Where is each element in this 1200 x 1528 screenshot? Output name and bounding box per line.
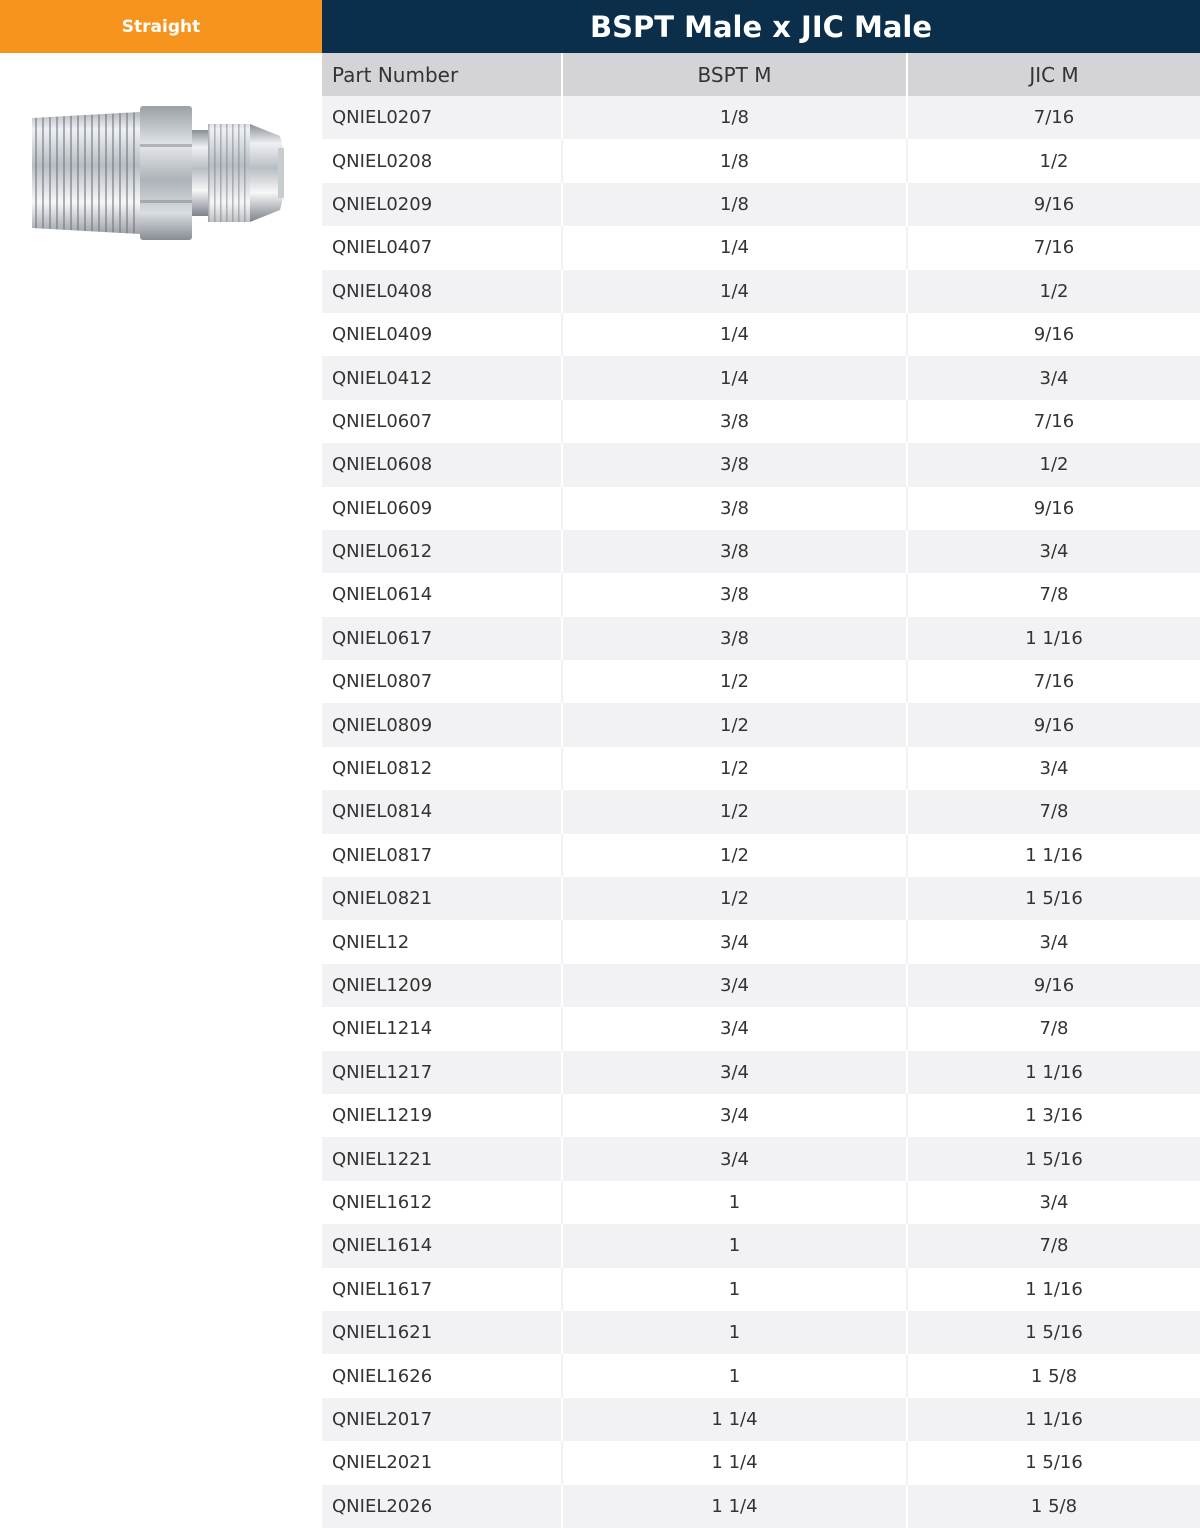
table-row <box>322 270 1200 313</box>
bspt-m-cell: 1 <box>562 1181 907 1224</box>
table-header-row <box>322 53 1200 96</box>
part-number-cell: QNIEL0807 <box>322 660 562 703</box>
table-row <box>322 313 1200 356</box>
bspt-m-cell: 3/8 <box>562 617 907 660</box>
bspt-m-cell: 1 <box>562 1354 907 1397</box>
part-number-cell: QNIEL0408 <box>322 270 562 313</box>
left-panel <box>0 0 322 1524</box>
bspt-m-cell: 1 1/4 <box>562 1398 907 1441</box>
jic-m-cell: 7/8 <box>907 1007 1200 1050</box>
part-number-cell: QNIEL1614 <box>322 1224 562 1267</box>
part-number-cell: QNIEL1621 <box>322 1311 562 1354</box>
table-row <box>322 356 1200 399</box>
bspt-m-cell: 3/8 <box>562 400 907 443</box>
bspt-m-cell: 3/8 <box>562 573 907 616</box>
table-body <box>322 96 1200 1528</box>
jic-m-cell: 7/16 <box>907 226 1200 269</box>
part-number-cell: QNIEL0409 <box>322 313 562 356</box>
part-number-cell: QNIEL0209 <box>322 183 562 226</box>
table-row <box>322 1311 1200 1354</box>
bspt-m-cell: 3/8 <box>562 443 907 486</box>
bspt-m-cell: 1 <box>562 1224 907 1267</box>
jic-m-cell: 9/16 <box>907 487 1200 530</box>
part-number-cell: QNIEL0407 <box>322 226 562 269</box>
table-row <box>322 1137 1200 1180</box>
table-row <box>322 183 1200 226</box>
jic-m-cell: 1 1/16 <box>907 1268 1200 1311</box>
jic-m-cell: 1 1/16 <box>907 1398 1200 1441</box>
jic-m-cell: 7/8 <box>907 1224 1200 1267</box>
table-row <box>322 877 1200 920</box>
jic-m-cell: 1 5/16 <box>907 1441 1200 1484</box>
jic-m-cell: 3/4 <box>907 747 1200 790</box>
bspt-m-cell: 1/2 <box>562 747 907 790</box>
jic-m-cell: 1 1/16 <box>907 617 1200 660</box>
jic-m-cell: 1/2 <box>907 270 1200 313</box>
jic-m-cell: 1 1/16 <box>907 834 1200 877</box>
table-row <box>322 1181 1200 1224</box>
jic-m-cell: 1 3/16 <box>907 1094 1200 1137</box>
column-header-bspt-m: BSPT M <box>562 53 907 96</box>
bspt-m-cell: 1/8 <box>562 139 907 182</box>
column-header-part-number: Part Number <box>322 53 562 96</box>
jic-m-cell: 1 5/8 <box>907 1485 1200 1528</box>
part-number-cell: QNIEL0812 <box>322 747 562 790</box>
part-number-cell: QNIEL0208 <box>322 139 562 182</box>
bspt-m-cell: 1 <box>562 1268 907 1311</box>
part-number-cell: QNIEL0607 <box>322 400 562 443</box>
bspt-m-cell: 1/2 <box>562 790 907 833</box>
jic-m-cell: 9/16 <box>907 964 1200 1007</box>
part-number-cell: QNIEL0612 <box>322 530 562 573</box>
jic-m-cell: 9/16 <box>907 703 1200 746</box>
table-row <box>322 139 1200 182</box>
bspt-m-cell: 1/4 <box>562 356 907 399</box>
table-row <box>322 920 1200 963</box>
bspt-m-cell: 1/4 <box>562 270 907 313</box>
table-row <box>322 1007 1200 1050</box>
table-row <box>322 790 1200 833</box>
table-row <box>322 1398 1200 1441</box>
part-number-cell: QNIEL1612 <box>322 1181 562 1224</box>
column-header-jic-m: JIC M <box>907 53 1200 96</box>
bspt-m-cell: 3/4 <box>562 1137 907 1180</box>
table-row <box>322 703 1200 746</box>
spec-table-panel <box>322 0 1200 1524</box>
table-row <box>322 1354 1200 1397</box>
jic-m-cell: 1/2 <box>907 443 1200 486</box>
jic-m-cell: 1 5/8 <box>907 1354 1200 1397</box>
part-number-cell: QNIEL2021 <box>322 1441 562 1484</box>
bspt-m-cell: 3/4 <box>562 920 907 963</box>
part-number-cell: QNIEL1617 <box>322 1268 562 1311</box>
jic-m-cell: 1 5/16 <box>907 877 1200 920</box>
bspt-m-cell: 3/4 <box>562 1051 907 1094</box>
table-row <box>322 660 1200 703</box>
bspt-m-cell: 1/4 <box>562 313 907 356</box>
part-number-cell: QNIEL0617 <box>322 617 562 660</box>
jic-m-cell: 9/16 <box>907 183 1200 226</box>
bspt-m-cell: 1 1/4 <box>562 1441 907 1484</box>
spec-table <box>322 53 1200 1528</box>
fitting-product-image <box>28 100 290 246</box>
table-row <box>322 96 1200 139</box>
jic-m-cell: 7/16 <box>907 96 1200 139</box>
table-row <box>322 1051 1200 1094</box>
bspt-m-cell: 3/4 <box>562 964 907 1007</box>
part-number-cell: QNIEL0412 <box>322 356 562 399</box>
bspt-m-cell: 1/8 <box>562 183 907 226</box>
bspt-m-cell: 1 <box>562 1311 907 1354</box>
part-number-cell: QNIEL12 <box>322 920 562 963</box>
table-row <box>322 617 1200 660</box>
jic-m-cell: 1 5/16 <box>907 1137 1200 1180</box>
part-number-cell: QNIEL0817 <box>322 834 562 877</box>
table-row <box>322 1441 1200 1484</box>
bspt-m-cell: 1/2 <box>562 660 907 703</box>
part-number-cell: QNIEL0609 <box>322 487 562 530</box>
part-number-cell: QNIEL0614 <box>322 573 562 616</box>
part-number-cell: QNIEL0207 <box>322 96 562 139</box>
table-row <box>322 964 1200 1007</box>
bspt-m-cell: 3/4 <box>562 1007 907 1050</box>
jic-m-cell: 7/8 <box>907 790 1200 833</box>
part-number-cell: QNIEL1221 <box>322 1137 562 1180</box>
table-row <box>322 1268 1200 1311</box>
table-row <box>322 487 1200 530</box>
part-number-cell: QNIEL2017 <box>322 1398 562 1441</box>
part-number-cell: QNIEL0821 <box>322 877 562 920</box>
bspt-m-cell: 1/2 <box>562 834 907 877</box>
part-number-cell: QNIEL0809 <box>322 703 562 746</box>
bspt-m-cell: 1/4 <box>562 226 907 269</box>
bspt-m-cell: 3/8 <box>562 487 907 530</box>
jic-m-cell: 7/16 <box>907 400 1200 443</box>
jic-m-cell: 3/4 <box>907 356 1200 399</box>
part-number-cell: QNIEL1209 <box>322 964 562 1007</box>
part-number-cell: QNIEL1626 <box>322 1354 562 1397</box>
category-tab[interactable]: Straight <box>0 0 322 53</box>
table-row <box>322 1485 1200 1528</box>
part-number-cell: QNIEL1219 <box>322 1094 562 1137</box>
jic-m-cell: 3/4 <box>907 920 1200 963</box>
part-number-cell: QNIEL1217 <box>322 1051 562 1094</box>
jic-m-cell: 3/4 <box>907 530 1200 573</box>
table-title: BSPT Male x JIC Male <box>322 0 1200 53</box>
jic-m-cell: 1 1/16 <box>907 1051 1200 1094</box>
bspt-m-cell: 1/2 <box>562 703 907 746</box>
jic-m-cell: 3/4 <box>907 1181 1200 1224</box>
bspt-m-cell: 1/8 <box>562 96 907 139</box>
table-row <box>322 573 1200 616</box>
bspt-m-cell: 1/2 <box>562 877 907 920</box>
jic-m-cell: 1/2 <box>907 139 1200 182</box>
table-row <box>322 400 1200 443</box>
part-number-cell: QNIEL2026 <box>322 1485 562 1528</box>
bspt-m-cell: 1 1/4 <box>562 1485 907 1528</box>
jic-m-cell: 9/16 <box>907 313 1200 356</box>
table-row <box>322 226 1200 269</box>
table-row <box>322 1224 1200 1267</box>
part-number-cell: QNIEL1214 <box>322 1007 562 1050</box>
part-number-cell: QNIEL0814 <box>322 790 562 833</box>
part-number-cell: QNIEL0608 <box>322 443 562 486</box>
jic-m-cell: 1 5/16 <box>907 1311 1200 1354</box>
table-row <box>322 747 1200 790</box>
jic-m-cell: 7/16 <box>907 660 1200 703</box>
table-row <box>322 1094 1200 1137</box>
bspt-m-cell: 3/8 <box>562 530 907 573</box>
table-row <box>322 530 1200 573</box>
table-row <box>322 834 1200 877</box>
bspt-m-cell: 3/4 <box>562 1094 907 1137</box>
table-row <box>322 443 1200 486</box>
jic-m-cell: 7/8 <box>907 573 1200 616</box>
